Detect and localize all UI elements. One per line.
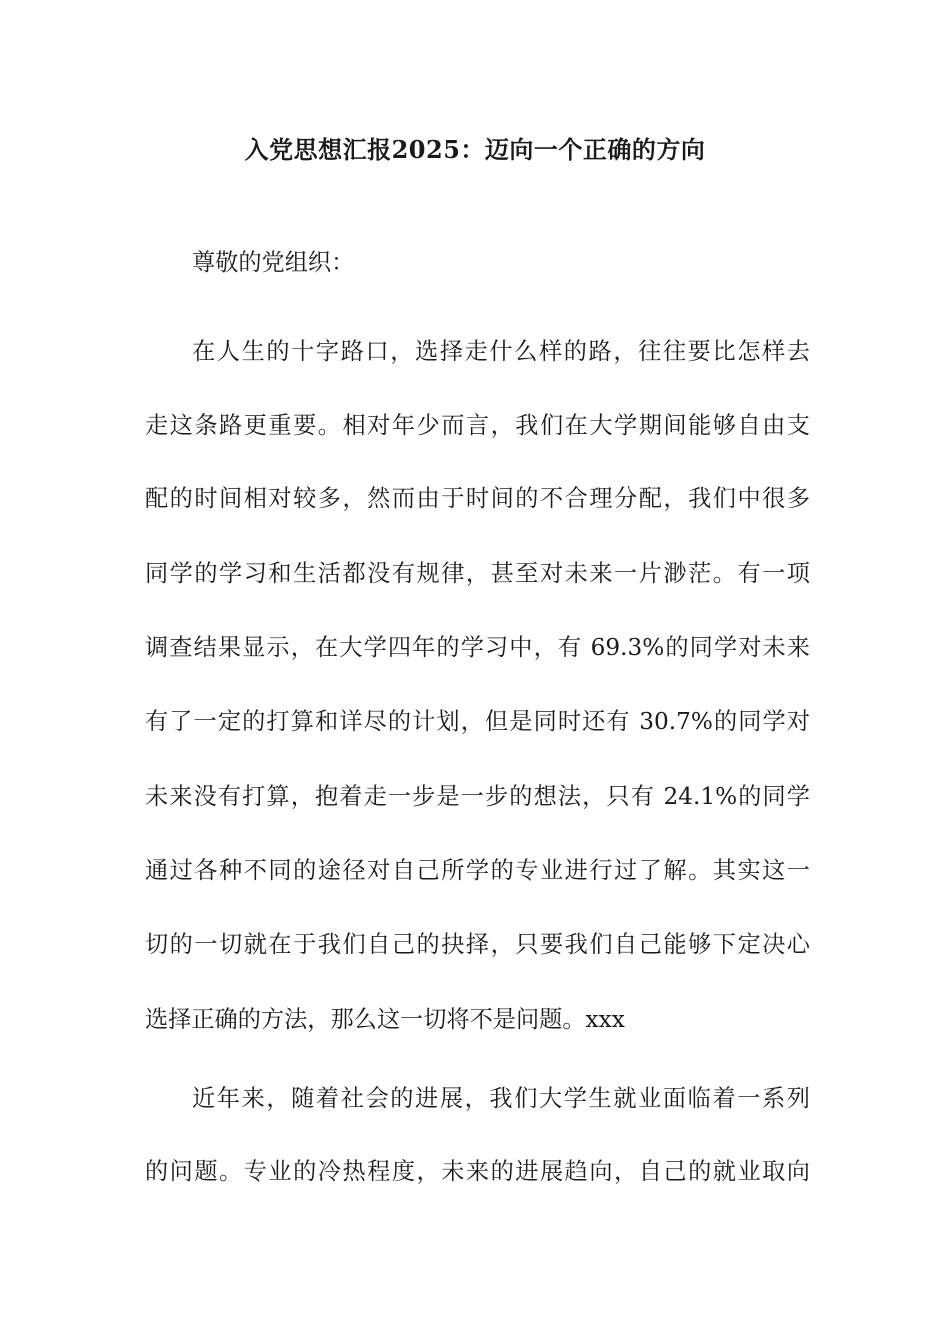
paragraph-line: 在人生的十字路口，选择走什么样的路，往往要比怎样去 bbox=[192, 338, 810, 365]
paragraph-line: 通过各种不同的途径对自己所学的专业进行过了解。其实这一 bbox=[145, 857, 810, 884]
paragraph-line: 有了一定的打算和详尽的计划，但是同时还有 30.7%的同学对 bbox=[145, 708, 810, 735]
paragraph-line: 近年来，随着社会的进展，我们大学生就业面临着一系列 bbox=[192, 1085, 810, 1112]
paragraph-line: 选择正确的方法，那么这一切将不是问题。xxx bbox=[145, 1006, 625, 1033]
paragraph-line: 切的一切就在于我们自己的抉择，只要我们自己能够下定决心 bbox=[145, 931, 810, 958]
paragraph-line: 配的时间相对较多，然而由于时间的不合理分配，我们中很多 bbox=[145, 485, 810, 512]
salutation: 尊敬的党组织： bbox=[192, 249, 355, 276]
paragraph-line: 调查结果显示，在大学四年的学习中，有 69.3%的同学对未来 bbox=[145, 634, 810, 661]
paragraph-line: 的问题。专业的冷热程度，未来的进展趋向，自己的就业取向 bbox=[145, 1158, 810, 1185]
document-title: 入党思想汇报2025：迈向一个正确的方向 bbox=[244, 135, 706, 164]
paragraph-line: 走这条路更重要。相对年少而言，我们在大学期间能够自由支 bbox=[145, 412, 810, 439]
paragraph-line: 同学的学习和生活都没有规律，甚至对未来一片渺茫。有一项 bbox=[145, 560, 810, 587]
paragraph-line: 未来没有打算，抱着走一步是一步的想法，只有 24.1%的同学 bbox=[145, 783, 810, 810]
